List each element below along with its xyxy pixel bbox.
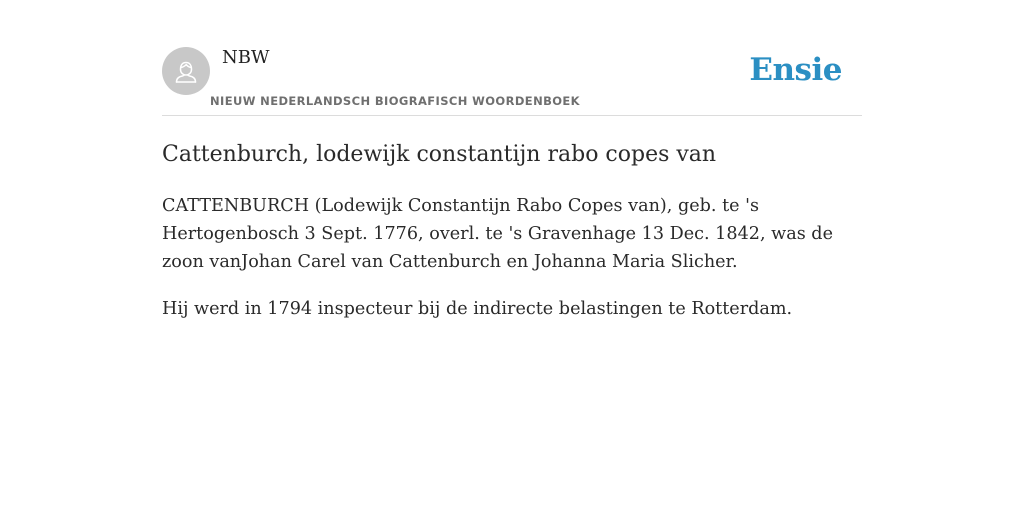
content-container [162,0,862,323]
brand-logo[interactable]: Ensie [749,52,842,88]
article-title: Cattenburch, lodewijk constantijn rabo copes van [162,142,717,167]
user-icon [172,57,200,85]
author-name[interactable]: NBW [222,47,270,68]
header [162,0,862,116]
article-paragraph: Hij werd in 1794 inspecteur bij de indirecte belastingen te Rotterdam. [162,299,793,319]
avatar[interactable] [162,47,210,95]
source-title: NIEUW NEDERLANDSCH BIOGRAFISCH WOORDENBOEK [210,94,580,108]
article-paragraph: CATTENBURCH (Lodewijk Constantijn Rabo Copes van), geb. te 's Hertogenbosch 3 Sept. 1776, overl. te 's Gravenhage 13 Dec. 1842, was de zoon vanJohan Carel van Cattenburch en Johanna Maria Slicher. [162,196,833,272]
